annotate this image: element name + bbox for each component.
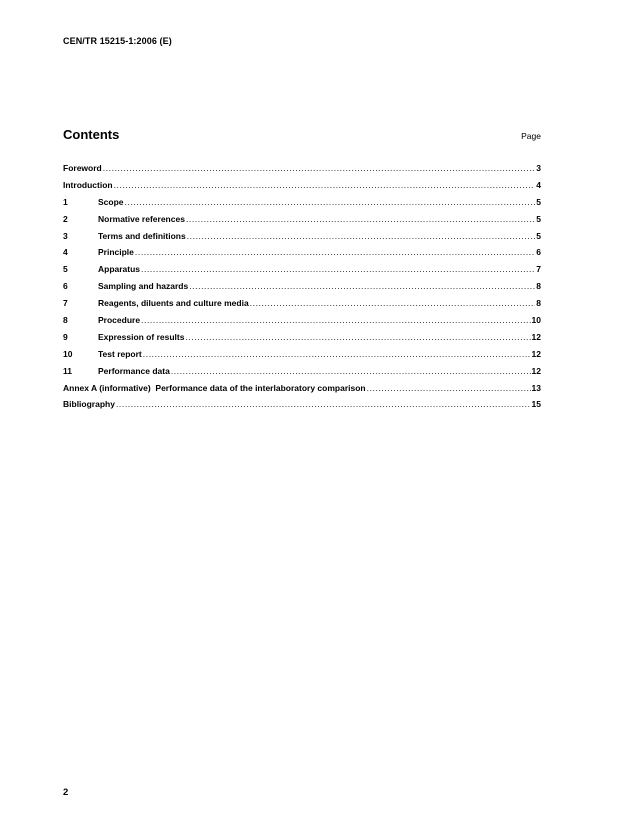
toc-entry-page: 6 bbox=[536, 247, 541, 258]
toc-entry-title: Performance data bbox=[98, 365, 170, 376]
toc-entry-page: 3 bbox=[536, 163, 541, 173]
toc-entry-page: 8 bbox=[536, 281, 541, 292]
toc-entry-number: 5 bbox=[63, 264, 68, 275]
page-number: 2 bbox=[63, 787, 69, 798]
toc-entry-title: Reagents, diluents and culture media bbox=[98, 298, 249, 309]
toc-entry-page: 5 bbox=[536, 230, 541, 241]
toc-leader bbox=[171, 366, 531, 376]
toc-entry-number: 11 bbox=[63, 365, 72, 376]
toc-entry-number: 6 bbox=[63, 281, 68, 292]
toc-entry-page: 5 bbox=[536, 196, 541, 207]
toc-entry-page: 13 bbox=[531, 382, 541, 393]
contents-title: Contents bbox=[63, 127, 120, 142]
toc-leader bbox=[367, 383, 531, 393]
toc-entry-number: 8 bbox=[63, 315, 68, 326]
toc-entry-page: 10 bbox=[531, 315, 541, 326]
toc-entry-number: 9 bbox=[63, 331, 68, 342]
toc-entry-foreword[interactable] bbox=[63, 163, 541, 180]
toc-entry-expression-of-results[interactable] bbox=[63, 332, 541, 349]
toc-entry-title: Apparatus bbox=[98, 264, 141, 275]
toc-entry-procedure[interactable] bbox=[63, 315, 541, 332]
toc-entry-terms-and-definitions[interactable] bbox=[63, 231, 541, 248]
toc-entry-annex-a[interactable] bbox=[63, 383, 541, 400]
toc-entry-bibliography[interactable] bbox=[63, 399, 541, 416]
toc-leader bbox=[103, 163, 536, 173]
toc-entry-page: 12 bbox=[531, 365, 541, 376]
toc-entry-page: 4 bbox=[536, 179, 541, 190]
toc-entry-title: Principle bbox=[98, 247, 134, 258]
toc-leader bbox=[141, 315, 530, 325]
toc-leader bbox=[114, 180, 536, 190]
toc-entry-scope[interactable] bbox=[63, 197, 541, 214]
toc-entry-test-report[interactable] bbox=[63, 349, 541, 366]
toc-entry-number: 1 bbox=[63, 196, 68, 207]
table-of-contents bbox=[63, 163, 541, 416]
toc-entry-title: Terms and definitions bbox=[98, 230, 186, 241]
toc-entry-page: 5 bbox=[536, 213, 541, 224]
toc-entry-title: Test report bbox=[98, 348, 142, 359]
toc-entry-normative-references[interactable] bbox=[63, 214, 541, 231]
toc-entry-title: Expression of results bbox=[98, 331, 185, 342]
toc-entry-title: Scope bbox=[98, 196, 124, 207]
page-column-label: Page bbox=[521, 131, 541, 141]
toc-entry-number: 2 bbox=[63, 213, 68, 224]
toc-entry-introduction[interactable] bbox=[63, 180, 541, 197]
toc-leader bbox=[141, 264, 535, 274]
toc-entry-number: 10 bbox=[63, 348, 73, 359]
toc-entry-number: 7 bbox=[63, 298, 68, 309]
toc-entry-performance-data[interactable] bbox=[63, 366, 541, 383]
toc-entry-number: 4 bbox=[63, 247, 68, 258]
toc-entry-title: Normative references bbox=[98, 213, 185, 224]
toc-entry-title: Annex A (informative) Performance data of the interlaboratory comparison bbox=[63, 382, 366, 393]
toc-leader bbox=[143, 349, 531, 359]
toc-entry-page: 12 bbox=[531, 348, 541, 359]
toc-entry-apparatus[interactable] bbox=[63, 264, 541, 281]
toc-entry-title: Foreword bbox=[63, 163, 102, 173]
toc-entry-page: 12 bbox=[531, 331, 541, 342]
toc-leader bbox=[125, 197, 536, 207]
toc-entry-page: 8 bbox=[536, 298, 541, 309]
toc-entry-page: 7 bbox=[536, 264, 541, 275]
toc-entry-principle[interactable] bbox=[63, 247, 541, 264]
toc-entry-sampling-and-hazards[interactable] bbox=[63, 281, 541, 298]
toc-entry-title: Bibliography bbox=[63, 399, 115, 410]
toc-entry-title: Introduction bbox=[63, 179, 113, 190]
toc-entry-page: 15 bbox=[531, 399, 541, 410]
toc-leader bbox=[189, 281, 535, 291]
toc-leader bbox=[185, 332, 530, 342]
toc-entry-number: 3 bbox=[63, 230, 68, 241]
toc-leader bbox=[135, 247, 535, 257]
toc-leader bbox=[187, 231, 536, 241]
toc-entry-reagents[interactable] bbox=[63, 298, 541, 315]
toc-leader bbox=[116, 399, 531, 409]
toc-leader bbox=[186, 214, 535, 224]
document-header: CEN/TR 15215-1:2006 (E) bbox=[63, 36, 172, 46]
toc-leader bbox=[250, 298, 536, 308]
toc-entry-title: Sampling and hazards bbox=[98, 281, 189, 292]
toc-entry-title: Procedure bbox=[98, 315, 141, 326]
